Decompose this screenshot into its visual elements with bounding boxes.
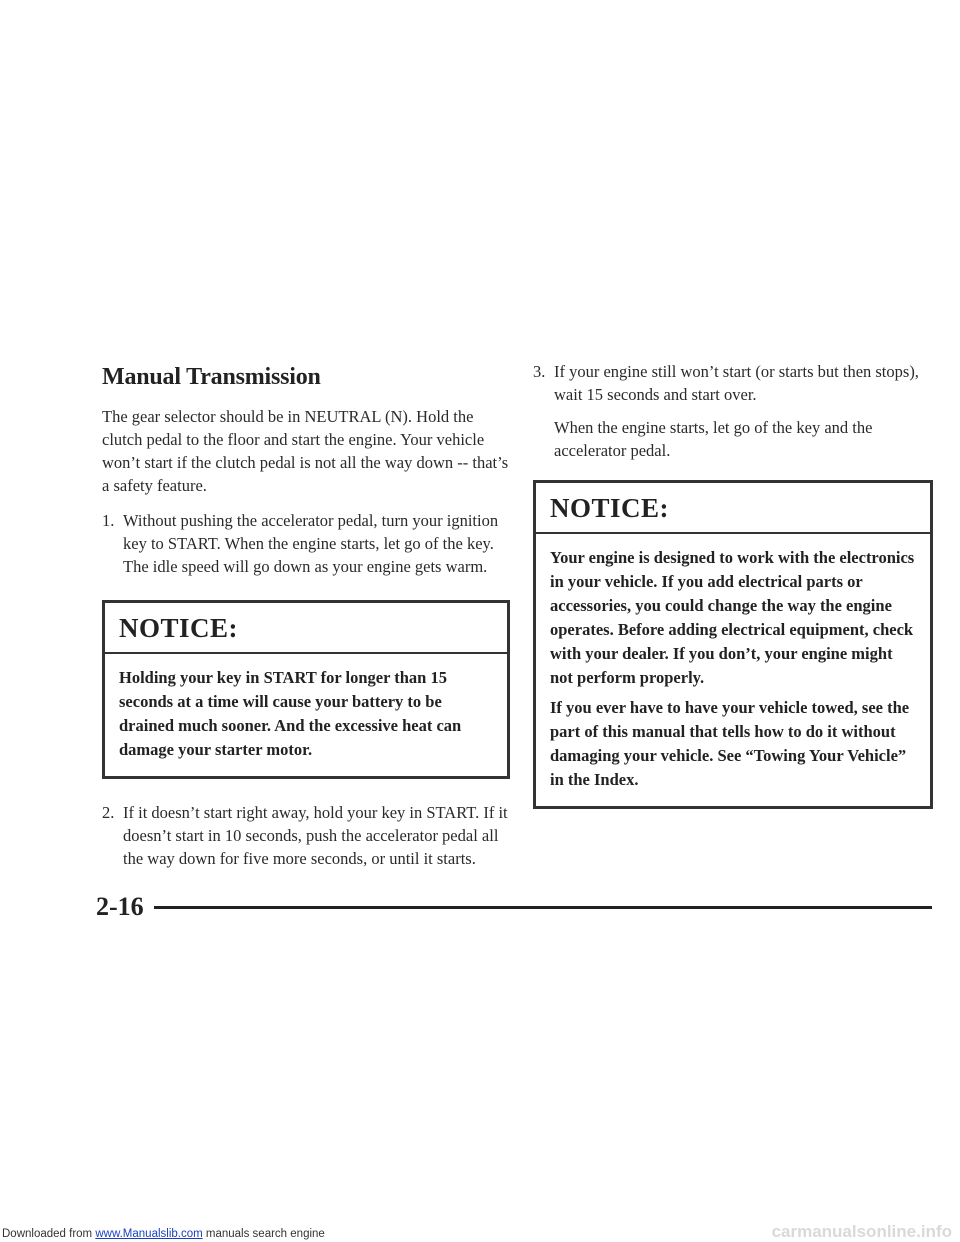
step-number: 3. xyxy=(533,362,546,381)
step-number: 1. xyxy=(102,511,115,530)
step-1 xyxy=(102,509,510,578)
section-title: Manual Transmission xyxy=(102,364,321,390)
step-text: Without pushing the accelerator pedal, turn your ignition key to START. When the engine starts, let go of the key. The idle speed will go down as your engine gets warm. xyxy=(123,511,499,576)
footer-rule xyxy=(154,906,932,909)
notice-heading: NOTICE: xyxy=(536,483,930,534)
step-3 xyxy=(533,360,933,406)
page-footer xyxy=(96,892,932,922)
notice-box-electronics xyxy=(533,480,933,809)
notice-paragraph-1: Your engine is designed to work with the electronics in your vehicle. If you add electrical parts or accessories, you could change the way the engine operates. Before adding electrical equipment, check with your dealer. If you don’t, your engine might not perform properly. xyxy=(550,548,915,687)
left-column xyxy=(102,360,510,888)
step-text: If your engine still won’t start (or starts but then stops), wait 15 seconds and start over. xyxy=(554,362,919,404)
intro-paragraph: The gear selector should be in NEUTRAL (N). Hold the clutch pedal to the floor and start the engine. Your vehicle won’t start if the clutch pedal is not all the way down -- that’s a safety feature. xyxy=(102,407,509,495)
notice-text: Holding your key in START for longer than 15 seconds at a time will cause your battery to be drained much sooner. And the excessive heat can damage your starter motor. xyxy=(119,668,462,759)
right-column xyxy=(533,360,933,831)
page-number: 2-16 xyxy=(96,892,144,921)
step-text: If it doesn’t start right away, hold your key in START. If it doesn’t start in 10 seconds, push the accelerator pedal all the way down for five more seconds, or until it starts. xyxy=(123,803,508,868)
notice-paragraph-2: If you ever have to have your vehicle towed, see the part of this manual that tells how to do it without damaging your vehicle. See “Towing Your Vehicle” in the Index. xyxy=(550,698,910,789)
watermark-logo: carmanualsonline.info xyxy=(771,1222,952,1241)
step-3-followup: When the engine starts, let go of the key and the accelerator pedal. xyxy=(554,418,873,460)
manualslib-link[interactable]: www.Manualslib.com xyxy=(95,1228,203,1240)
download-prefix: Downloaded from xyxy=(2,1228,96,1240)
step-number: 2. xyxy=(102,803,115,822)
notice-heading: NOTICE: xyxy=(105,603,507,654)
step-2 xyxy=(102,801,510,870)
download-suffix: manuals search engine xyxy=(202,1228,325,1240)
notice-box-battery xyxy=(102,600,510,779)
